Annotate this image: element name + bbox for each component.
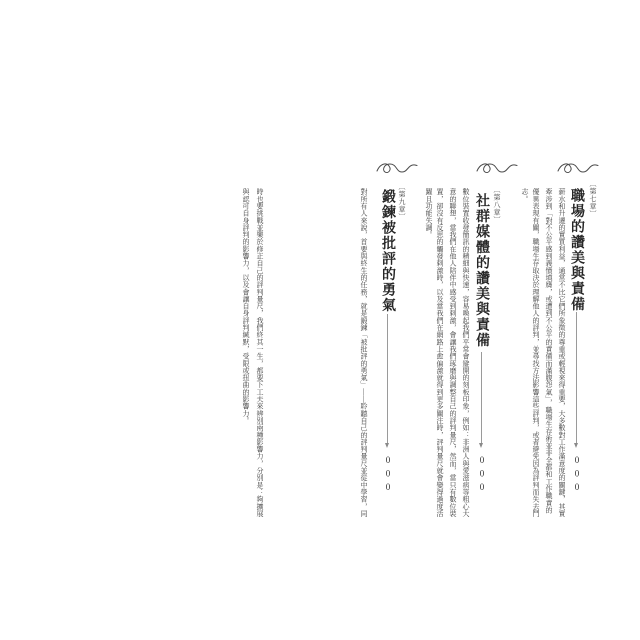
- body-text-column: 優異表現有關，職場生存取決於理解他人的評判，並尋找方法影響這些評判，或者避免因為評判而失去鬥: [532, 188, 540, 517]
- body-text-column: 薪水和升遷的實質利益，通常不比它們所象徵的尊重或輕視來得重要，大多數對工作滿意度的關鍵，其實: [558, 188, 566, 517]
- chapter-title: 社群媒體的讚美與責備: [474, 193, 489, 348]
- chapter-label: 〔第八章〕: [493, 186, 501, 224]
- body-text-column: 對所有人來說，首要與終生的任務，就是鍛鍊「被批評的勇氣」——聆聽自己的評判量尺並從中學習，同: [360, 188, 368, 517]
- chapter-label: 〔第七章〕: [589, 180, 597, 218]
- flourish-ornament-icon: [375, 160, 419, 176]
- body-text-column: 與認可自身評判的影響力，以及會讓自身評判緘默，受限或扭曲的影響力。: [242, 188, 250, 424]
- page-number: 000: [383, 455, 393, 496]
- leader-line: [481, 352, 482, 444]
- body-text-column: 志。: [521, 188, 529, 203]
- chapter-label: 〔第九章〕: [398, 183, 406, 221]
- body-text-column: 數位裝置收發簡訊的精細與快速，容易喚起我們平常會避開的刻板印象，例如：非洲人與愛滋病等粗心大: [462, 188, 470, 517]
- leader-line: [576, 312, 577, 444]
- body-text-column: 牽涉到「對不公平感到義憤填膺，或遭到不公平的責備而滿腹怨氣」，職場生存術並非全都和工作職責的: [545, 188, 553, 514]
- leader-line: [387, 314, 388, 444]
- chapter-title: 職場的讚美與責備: [569, 188, 584, 312]
- body-text-column: 置，卻沒有反思的觸發刺激時，以及當我們在網路上愈偏激就得到更多關注時，評判量尺就會變得過度活: [436, 188, 444, 517]
- page-number: 000: [572, 455, 582, 496]
- flourish-ornament-icon: [475, 160, 519, 176]
- page-number: 000: [477, 455, 487, 496]
- body-text-column: 躍且功能失調。: [425, 188, 433, 239]
- body-text-column: 時也要挑戰並樂於修正自己的評判量尺，我們終其一生，都要下工夫來辨別兩種影響力，分別是：夠擴展: [256, 188, 264, 517]
- chapter-title: 鍛鍊被批評的勇氣: [380, 189, 395, 313]
- flourish-ornament-icon: [556, 160, 600, 176]
- body-text-column: 意的聯想，當我們在他人陪伴中感受到刺激，會讓我們琢磨與調整自己的評判量尺，然而，當只有數位裝: [449, 188, 457, 517]
